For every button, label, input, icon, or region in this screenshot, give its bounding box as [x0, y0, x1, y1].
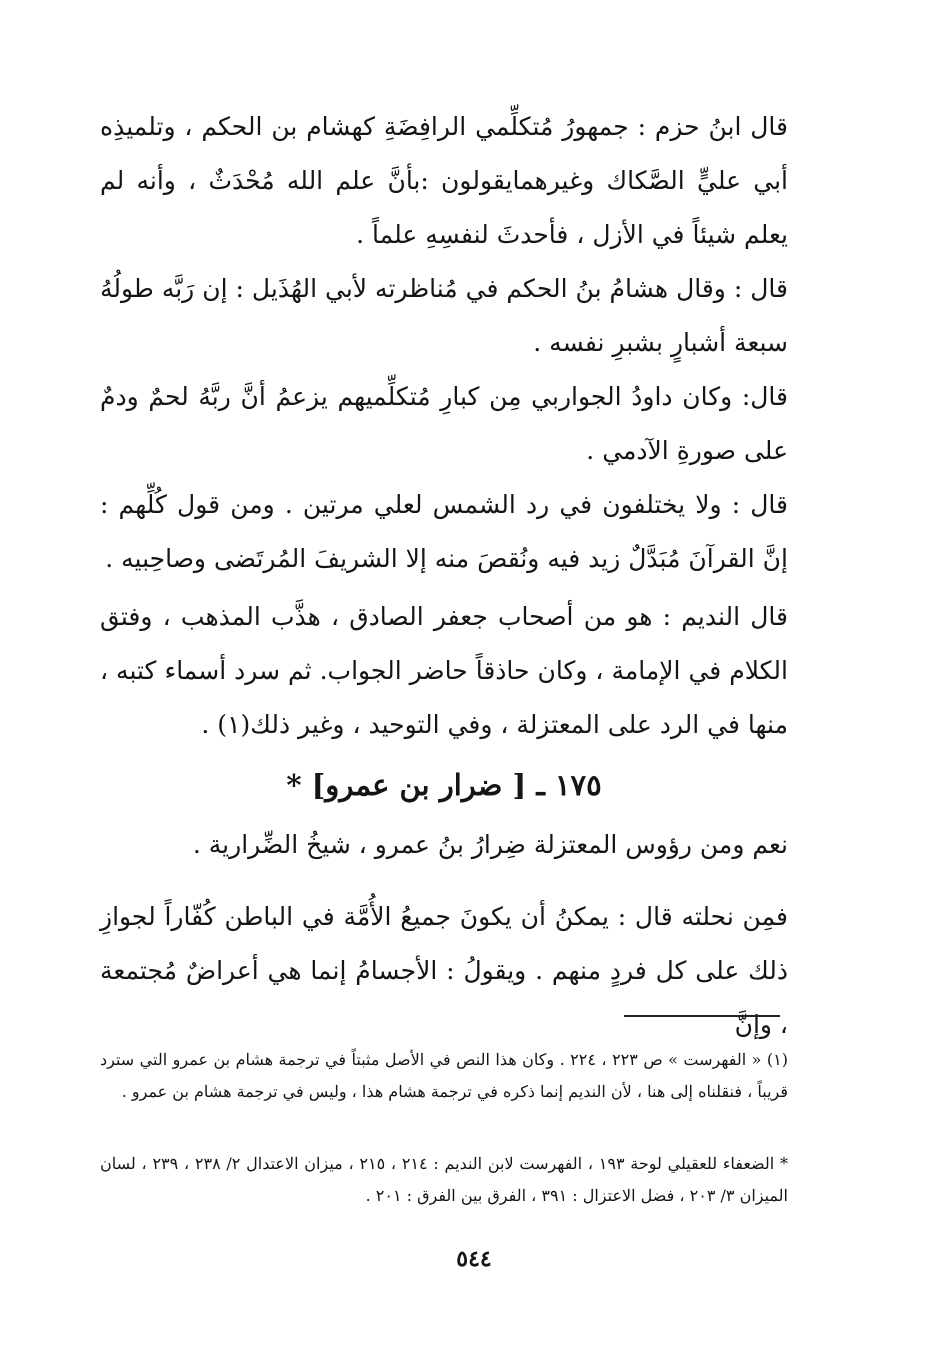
footnote-1: (١) « الفهرست » ص ٢٢٣ ، ٢٢٤ . وكان هذا النص في الأصل مثبتاً في ترجمة هشام بن عمرو التي سترد قريباً ، فنقلناه إلى هنا ، لأن النديم إنما ذكره في ترجمة هشام هذا ، وليس في ترجمة هشام بن عمرو . [100, 1050, 789, 1101]
section-heading: ١٧٥ ـ [ ضرار بن عمرو] * [286, 768, 602, 802]
paragraph-ibn-hazm: قال ابنُ حزم : جمهورُ مُتكلِّمي الرافِضَةِ كهشام بن الحكم ، وتلميذِه أبي عليٍّ الصَّكاك وغيرهمايقولون :بأنَّ علم الله مُحْدَثٌ ، وأنه لم يعلم شيئاً في الأزل ، فأحدثَ لنفسِهِ علماً . [100, 112, 788, 249]
paragraph-radd-al-shams: قال : ولا يختلفون في رد الشمس لعلي مرتين . ومن قول كُلِّهم : إنَّ القرآنَ مُبَدَّلٌ زيد فيه ونُقصَ منه إلا الشريفَ المُرتَضى وصاحِبيه . [100, 490, 788, 573]
footnote-divider [624, 1015, 780, 1017]
paragraph-al-nadim: قال النديم : هو من أصحاب جعفر الصادق ، هذَّب المذهب ، وفتق الكلام في الإمامة ، وكان حاذقاً حاضر الجواب. ثم سرد أسماء كتبه ، منها في الرد على المعتزلة ، وفي التوحيد ، وغير ذلك(١) . [100, 602, 788, 739]
paragraph-hisham-al-hakam: قال : وقال هشامُ بنُ الحكم في مُناظرته لأبي الهُذَيل : إن رَبَّه طولُهُ سبعة أشبارٍ بشبرِ نفسه . [100, 274, 788, 357]
paragraph-dirar-intro: نعم ومن رؤوس المعتزلة ضِرارُ بنُ عمرو ، شيخُ الضِّرارية . [192, 830, 788, 859]
paragraph-dirar-doctrine: فمِن نحلته قال : يمكنُ أن يكونَ جميعُ الأُمَّة في الباطن كُفّاراً لجوازِ ذلك على كل فردٍ منهم . ويقولُ : الأجسامُ إنما هي أعراضٌ مُجتمعة ، وإنَّ [100, 902, 788, 1039]
paragraph-dawud-al-jawaribi: قال: وكان داودُ الجواربي مِن كبارِ مُتكلِّميهم يزعمُ أنَّ ربَّهُ لحمٌ ودمٌ على صورةِ الآدمي . [100, 382, 788, 465]
footnote-star: * الضعفاء للعقيلي لوحة ١٩٣ ، الفهرست لابن النديم : ٢١٤ ، ٢١٥ ، ميزان الاعتدال ٢/ ٢٣٨ ، ٢٣٩ ، لسان الميزان ٣/ ٢٠٣ ، فضل الاعتزال : ٣٩١ ، الفرق بين الفرق : ٢٠١ . [100, 1154, 788, 1205]
page-number: ٥٤٤ [456, 1246, 492, 1272]
